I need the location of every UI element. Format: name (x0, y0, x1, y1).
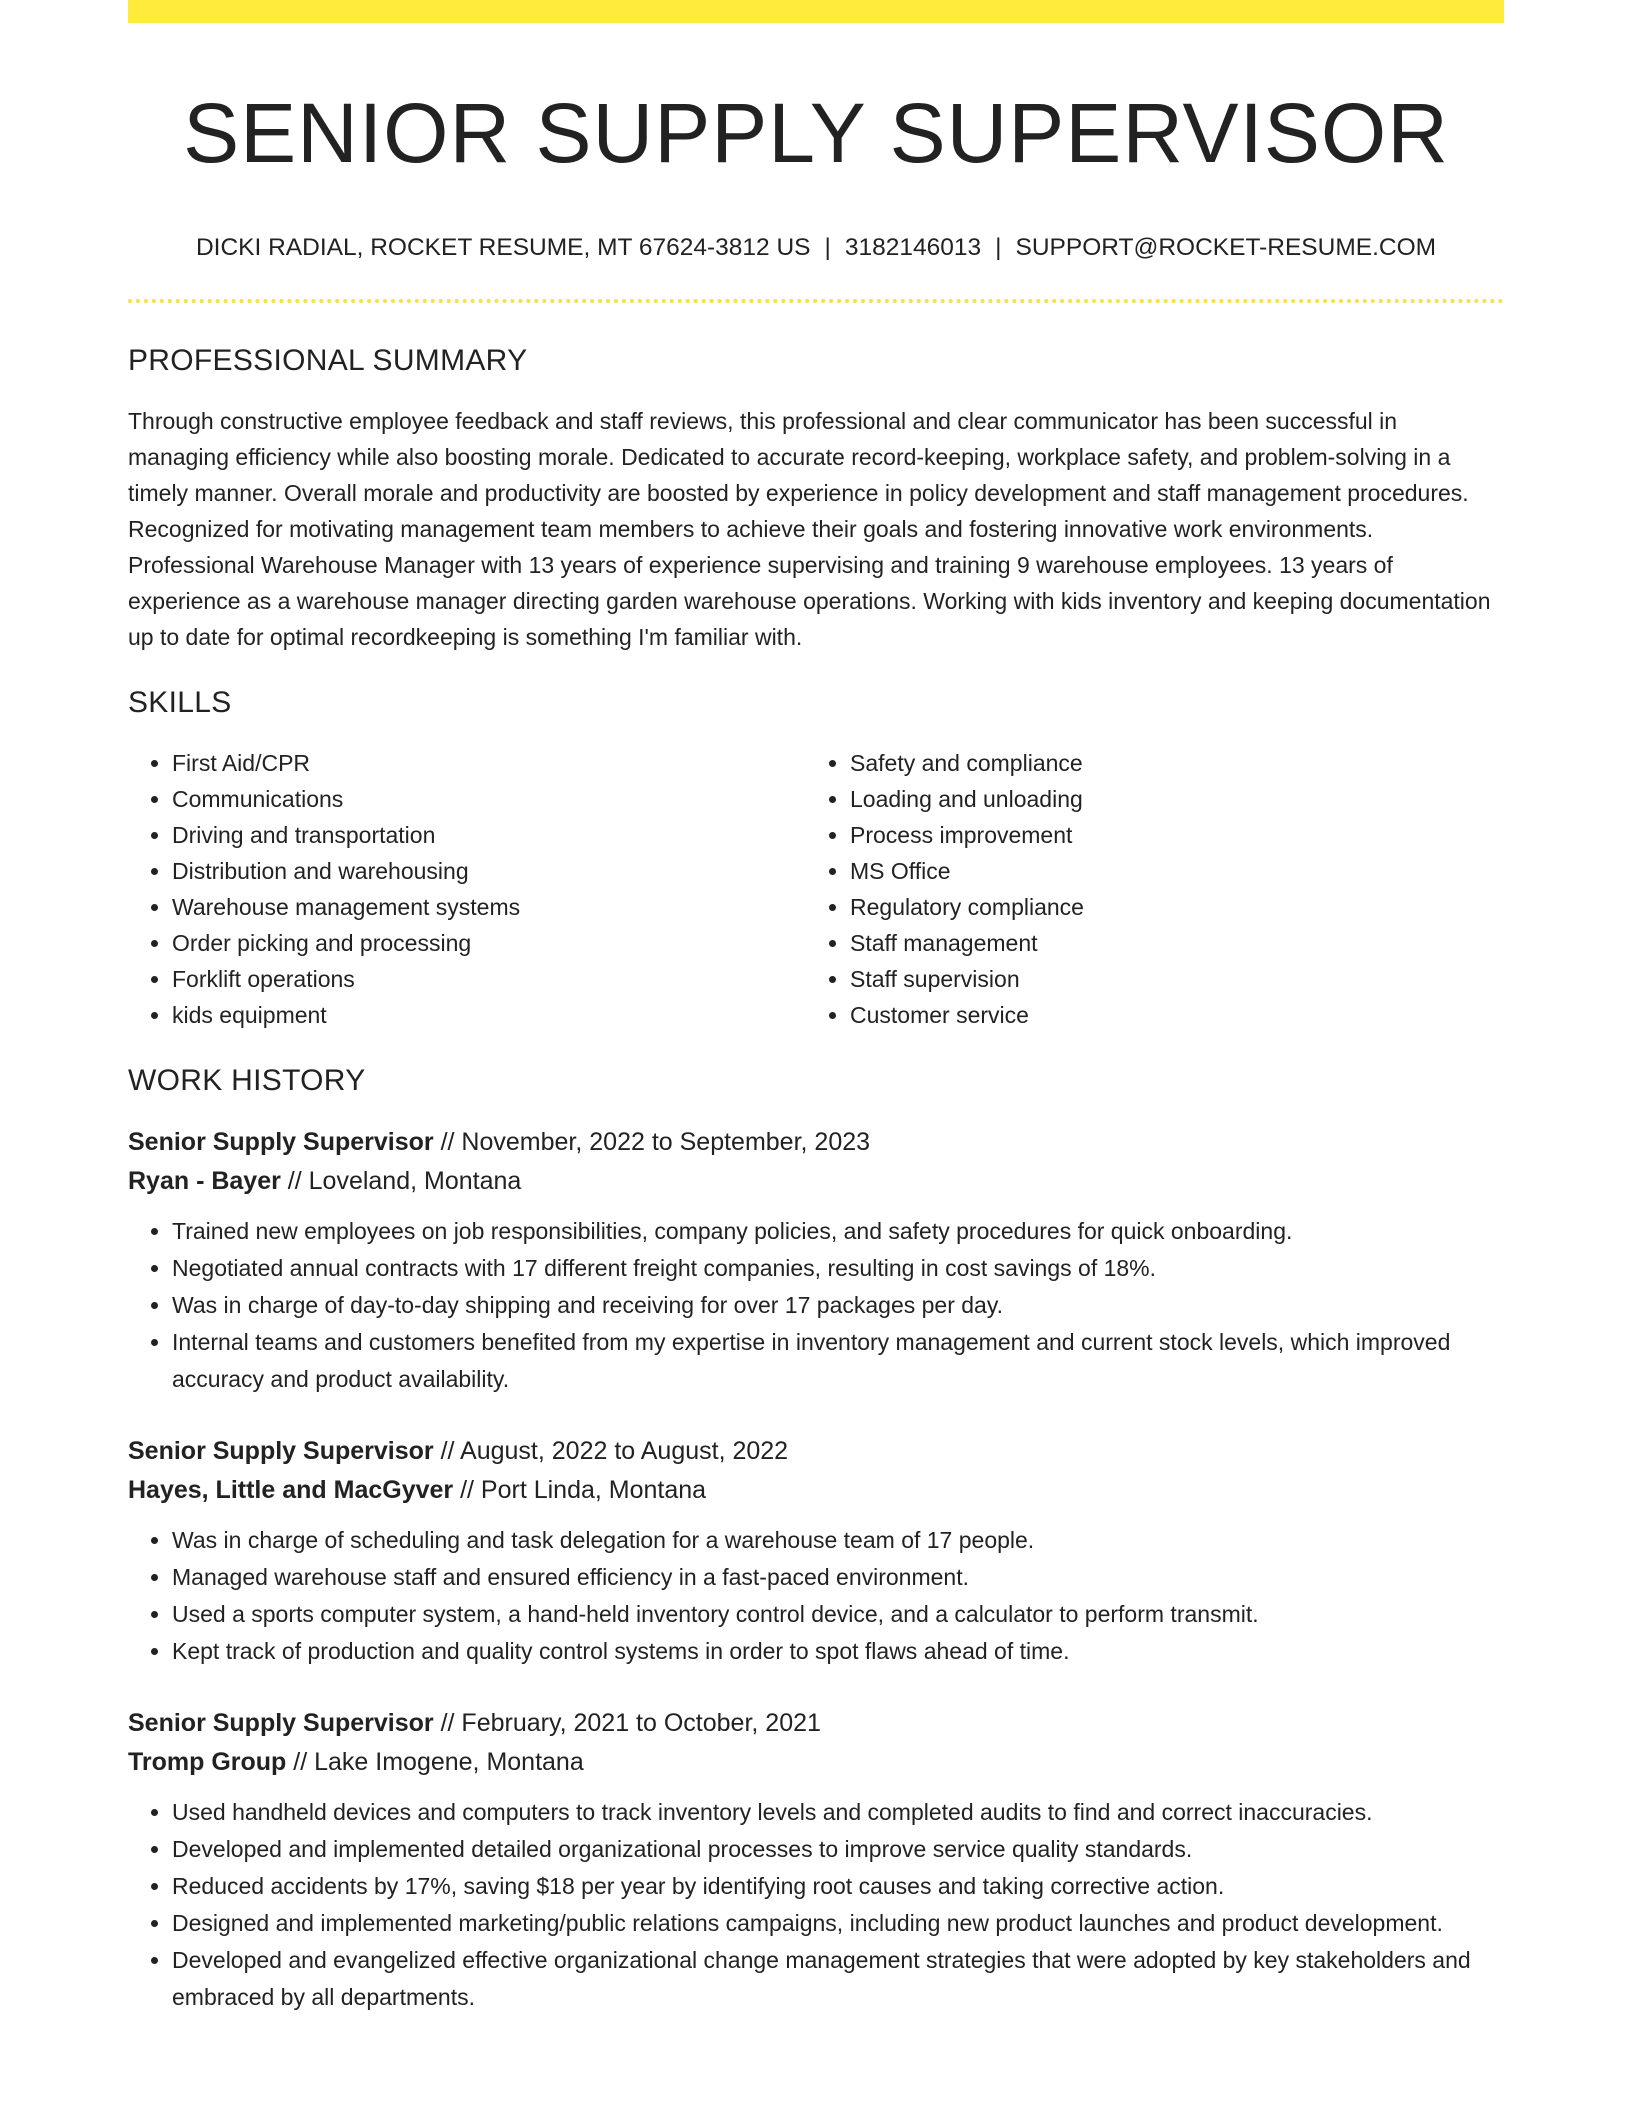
skill-item: • Loading and unloading (850, 781, 1484, 817)
skill-item: • Communications (172, 781, 806, 817)
summary-heading: PROFESSIONAL SUMMARY (128, 344, 528, 377)
job-bullet: • Developed and evangelized effective organizational change management strategies that were adopted by key stakeholders and embraced by all departments. (172, 1942, 1504, 2016)
job-bullet: • Was in charge of scheduling and task delegation for a warehouse team of 17 people. (172, 1522, 1504, 1559)
job-title: Senior Supply Supervisor (128, 1437, 434, 1465)
job-entry (128, 1704, 1504, 2016)
job-bullet: • Negotiated annual contracts with 17 different freight companies, resulting in cost savings of 18%. (172, 1250, 1504, 1287)
skill-item: • Driving and transportation (172, 817, 806, 853)
job-dates: // November, 2022 to September, 2023 (433, 1128, 871, 1156)
job-location: // Loveland, Montana (280, 1167, 522, 1195)
skill-item: • kids equipment (172, 997, 806, 1033)
job-title: Senior Supply Supervisor (128, 1128, 434, 1156)
skills-column-right (806, 745, 1484, 1033)
skill-item: • First Aid/CPR (172, 745, 806, 781)
job-bullet: • Reduced accidents by 17%, saving $18 per year by identifying root causes and taking corrective action. (172, 1868, 1504, 1905)
job-company: Ryan - Bayer (128, 1167, 281, 1195)
page-title: SENIOR SUPPLY SUPERVISOR (183, 86, 1449, 180)
job-title-line (128, 1704, 1504, 1743)
contact-phone: 3182146013 (844, 234, 982, 261)
job-bullet: • Internal teams and customers benefited from my expertise in inventory management and current stock levels, which improved accuracy and product availability. (172, 1324, 1504, 1398)
job-location: // Lake Imogene, Montana (286, 1748, 584, 1776)
contact-line (128, 233, 1504, 263)
contact-address: DICKI RADIAL, ROCKET RESUME, MT 67624-3812 US (195, 234, 811, 261)
skills-list (128, 745, 1504, 1033)
contact-separator: | (824, 234, 831, 261)
job-bullet: • Managed warehouse staff and ensured efficiency in a fast-paced environment. (172, 1559, 1504, 1596)
job-bullets (128, 1522, 1504, 1670)
job-company-line (128, 1471, 1504, 1510)
contact-separator: | (995, 234, 1002, 261)
job-company-line (128, 1743, 1504, 1782)
job-dates: // February, 2021 to October, 2021 (433, 1709, 821, 1737)
skill-item: • Forklift operations (172, 961, 806, 997)
job-bullet: • Trained new employees on job responsibilities, company policies, and safety procedures for quick onboarding. (172, 1213, 1504, 1250)
work-history-heading: WORK HISTORY (128, 1064, 366, 1097)
job-bullet: • Used a sports computer system, a hand-held inventory control device, and a calculator to perform transmit. (172, 1596, 1504, 1633)
job-title-line (128, 1432, 1504, 1471)
contact-email: SUPPORT@ROCKET-RESUME.COM (1015, 234, 1437, 261)
job-title: Senior Supply Supervisor (128, 1709, 434, 1737)
skill-item: • Warehouse management systems (172, 889, 806, 925)
job-bullet: • Developed and implemented detailed organizational processes to improve service quality standards. (172, 1831, 1504, 1868)
skills-heading: SKILLS (128, 686, 232, 719)
skill-item: • Safety and compliance (850, 745, 1484, 781)
skill-item: • Staff management (850, 925, 1484, 961)
job-bullet: • Designed and implemented marketing/public relations campaigns, including new product launches and product development. (172, 1905, 1504, 1942)
job-location: // Port Linda, Montana (453, 1476, 707, 1504)
skill-item: • Order picking and processing (172, 925, 806, 961)
dotted-divider (128, 299, 1504, 303)
job-entry (128, 1432, 1504, 1670)
skill-item: • Staff supervision (850, 961, 1484, 997)
job-bullet: • Was in charge of day-to-day shipping and receiving for over 17 packages per day. (172, 1287, 1504, 1324)
job-bullets (128, 1213, 1504, 1398)
job-company-line (128, 1162, 1504, 1201)
job-bullet: • Kept track of production and quality control systems in order to spot flaws ahead of time. (172, 1633, 1504, 1670)
job-title-line (128, 1123, 1504, 1162)
job-bullet: • Used handheld devices and computers to track inventory levels and completed audits to find and correct inaccuracies. (172, 1794, 1504, 1831)
job-entry (128, 1123, 1504, 1398)
accent-top-bar (128, 0, 1504, 23)
job-dates: // August, 2022 to August, 2022 (433, 1437, 789, 1465)
skills-column-left (128, 745, 806, 1033)
job-company: Tromp Group (128, 1748, 287, 1776)
skill-item: • Regulatory compliance (850, 889, 1484, 925)
job-company: Hayes, Little and MacGyver (128, 1476, 454, 1504)
job-bullets (128, 1794, 1504, 2016)
skill-item: • MS Office (850, 853, 1484, 889)
skill-item: • Process improvement (850, 817, 1484, 853)
skill-item: • Distribution and warehousing (172, 853, 806, 889)
resume-page (128, 0, 1504, 2016)
skill-item: • Customer service (850, 997, 1484, 1033)
summary-text: Through constructive employee feedback and staff reviews, this professional and clear communicator has been successful in managing efficiency while also boosting morale. Dedicated to accurate record-keeping, workplace safety, and problem-solving in a timely manner. Overall morale and productivity are boosted by experience in policy development and staff management procedures. Recognized for motivating management team members to achieve their goals and fostering innovative work environments. Professional Warehouse Manager with 13 years of experience supervising and training 9 warehouse employees. 13 years of experience as a warehouse manager directing garden warehouse operations. Working with kids inventory and keeping documentation up to date for optimal recordkeeping is something I'm familiar with. (128, 408, 1491, 650)
